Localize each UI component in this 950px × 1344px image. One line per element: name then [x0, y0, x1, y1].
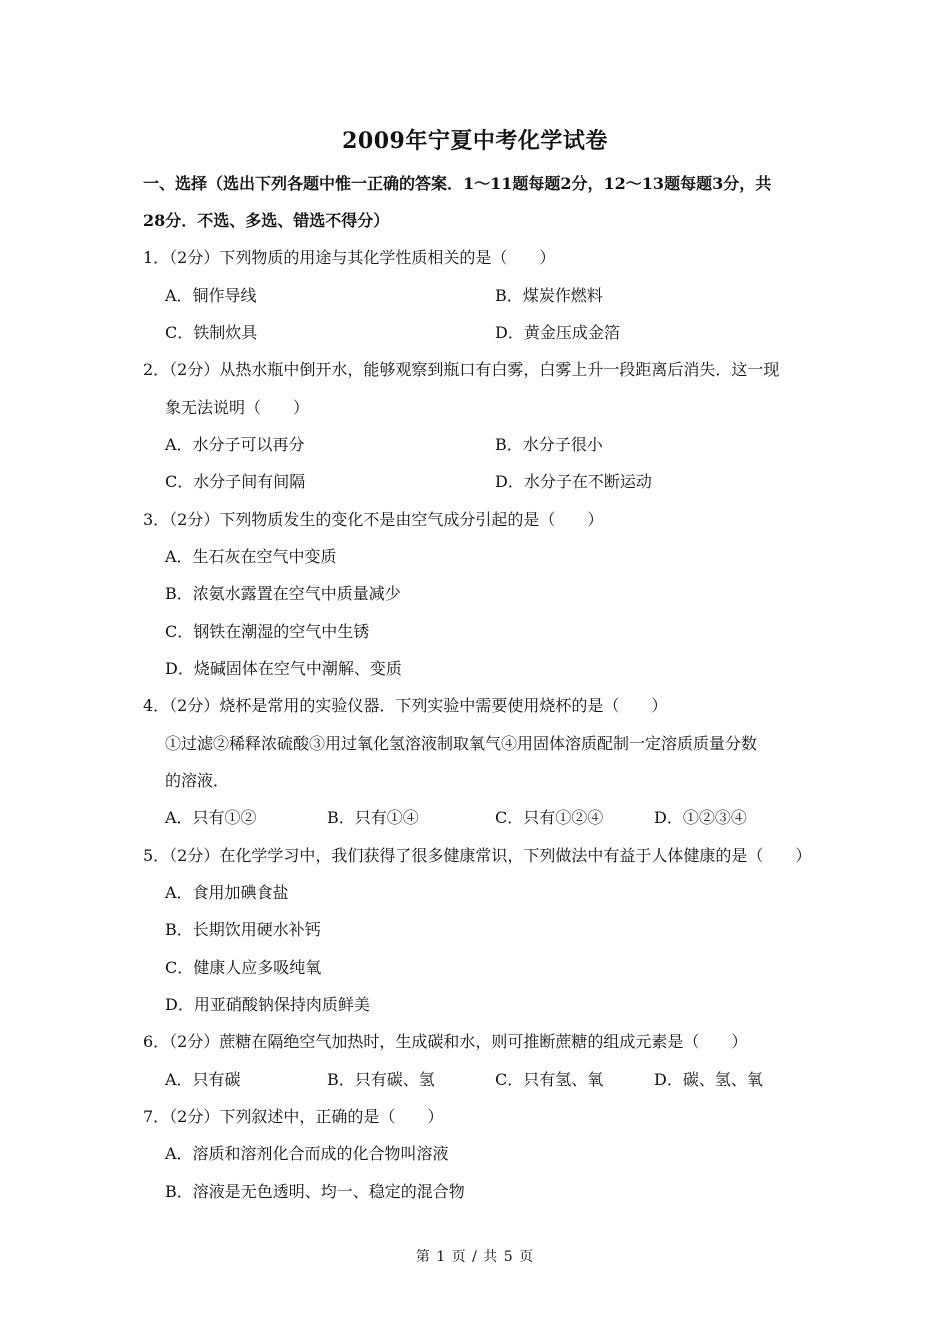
- question-2-option-d: D．水分子在不断运动: [495, 472, 652, 491]
- question-1-option-c: C．铁制炊具: [165, 323, 258, 342]
- question-7-stem: 7．（2分）下列叙述中，正确的是（ ）: [143, 1107, 444, 1126]
- question-1-option-d: D．黄金压成金箔: [495, 323, 620, 342]
- question-6-option-d: D．碳、氢、氧: [654, 1070, 763, 1089]
- question-2-stem-line1: 2．（2分）从热水瓶中倒开水，能够观察到瓶口有白雾，白雾上升一段距离后消失．这一现: [143, 360, 780, 379]
- question-5-stem: 5．（2分）在化学学习中，我们获得了很多健康常识，下列做法中有益于人体健康的是（ ）: [143, 846, 812, 865]
- question-4-option-b: B．只有①④: [327, 808, 419, 827]
- question-6-option-b: B．只有碳、氢: [327, 1070, 435, 1089]
- question-2-option-c: C．水分子间有间隔: [165, 472, 306, 491]
- question-6-option-a: A．只有碳: [165, 1070, 241, 1089]
- section-heading-line2: 28分．不选、多选、错选不得分）: [143, 211, 390, 230]
- question-2-option-b: B．水分子很小: [495, 435, 603, 454]
- question-5-option-a: A．食用加碘食盐: [165, 883, 289, 902]
- question-5-option-c: C．健康人应多吸纯氧: [165, 958, 322, 977]
- question-5-option-d: D．用亚硝酸钠保持肉质鲜美: [165, 995, 370, 1014]
- question-7-option-b: B．溶液是无色透明、均一、稳定的混合物: [165, 1182, 465, 1201]
- question-4-option-c: C．只有①②④: [495, 808, 604, 827]
- question-6-stem: 6．（2分）蔗糖在隔绝空气加热时，生成碳和水，则可推断蔗糖的组成元素是（ ）: [143, 1032, 748, 1051]
- page-footer: 第 1 页 / 共 5 页: [415, 1249, 535, 1265]
- question-4-detail-line1: ①过滤②稀释浓硫酸③用过氧化氢溶液制取氧气④用固体溶质配制一定溶质质量分数: [165, 734, 758, 753]
- question-3-option-b: B．浓氨水露置在空气中质量减少: [165, 584, 401, 603]
- question-2-option-a: A．水分子可以再分: [165, 435, 305, 454]
- question-3-option-d: D．烧碱固体在空气中潮解、变质: [165, 659, 402, 678]
- question-4-detail-line2: 的溶液．: [165, 771, 230, 790]
- question-1-stem: 1．（2分）下列物质的用途与其化学性质相关的是（ ）: [143, 248, 556, 267]
- question-4-stem: 4．（2分）烧杯是常用的实验仪器．下列实验中需要使用烧杯的是（ ）: [143, 696, 668, 715]
- question-4-option-a: A．只有①②: [165, 808, 257, 827]
- question-5-option-b: B．长期饮用硬水补钙: [165, 920, 321, 939]
- question-2-stem-line2: 象无法说明（ ）: [165, 398, 310, 417]
- question-3-stem: 3．（2分）下列物质发生的变化不是由空气成分引起的是（ ）: [143, 510, 604, 529]
- question-6-option-c: C．只有氢、氧: [495, 1070, 604, 1089]
- question-7-option-a: A．溶质和溶剂化合而成的化合物叫溶液: [165, 1144, 449, 1163]
- question-3-option-c: C．钢铁在潮湿的空气中生锈: [165, 622, 370, 641]
- question-3-option-a: A．生石灰在空气中变质: [165, 547, 337, 566]
- section-heading-line1: 一、选择（选出下列各题中惟一正确的答案．1～11题每题2分，12～13题每题3分，共: [143, 174, 772, 193]
- question-1-option-a: A．铜作导线: [165, 286, 257, 305]
- question-4-option-d: D．①②③④: [654, 808, 747, 827]
- page-title: 2009年宁夏中考化学试卷: [342, 128, 608, 154]
- question-1-option-b: B．煤炭作燃料: [495, 286, 603, 305]
